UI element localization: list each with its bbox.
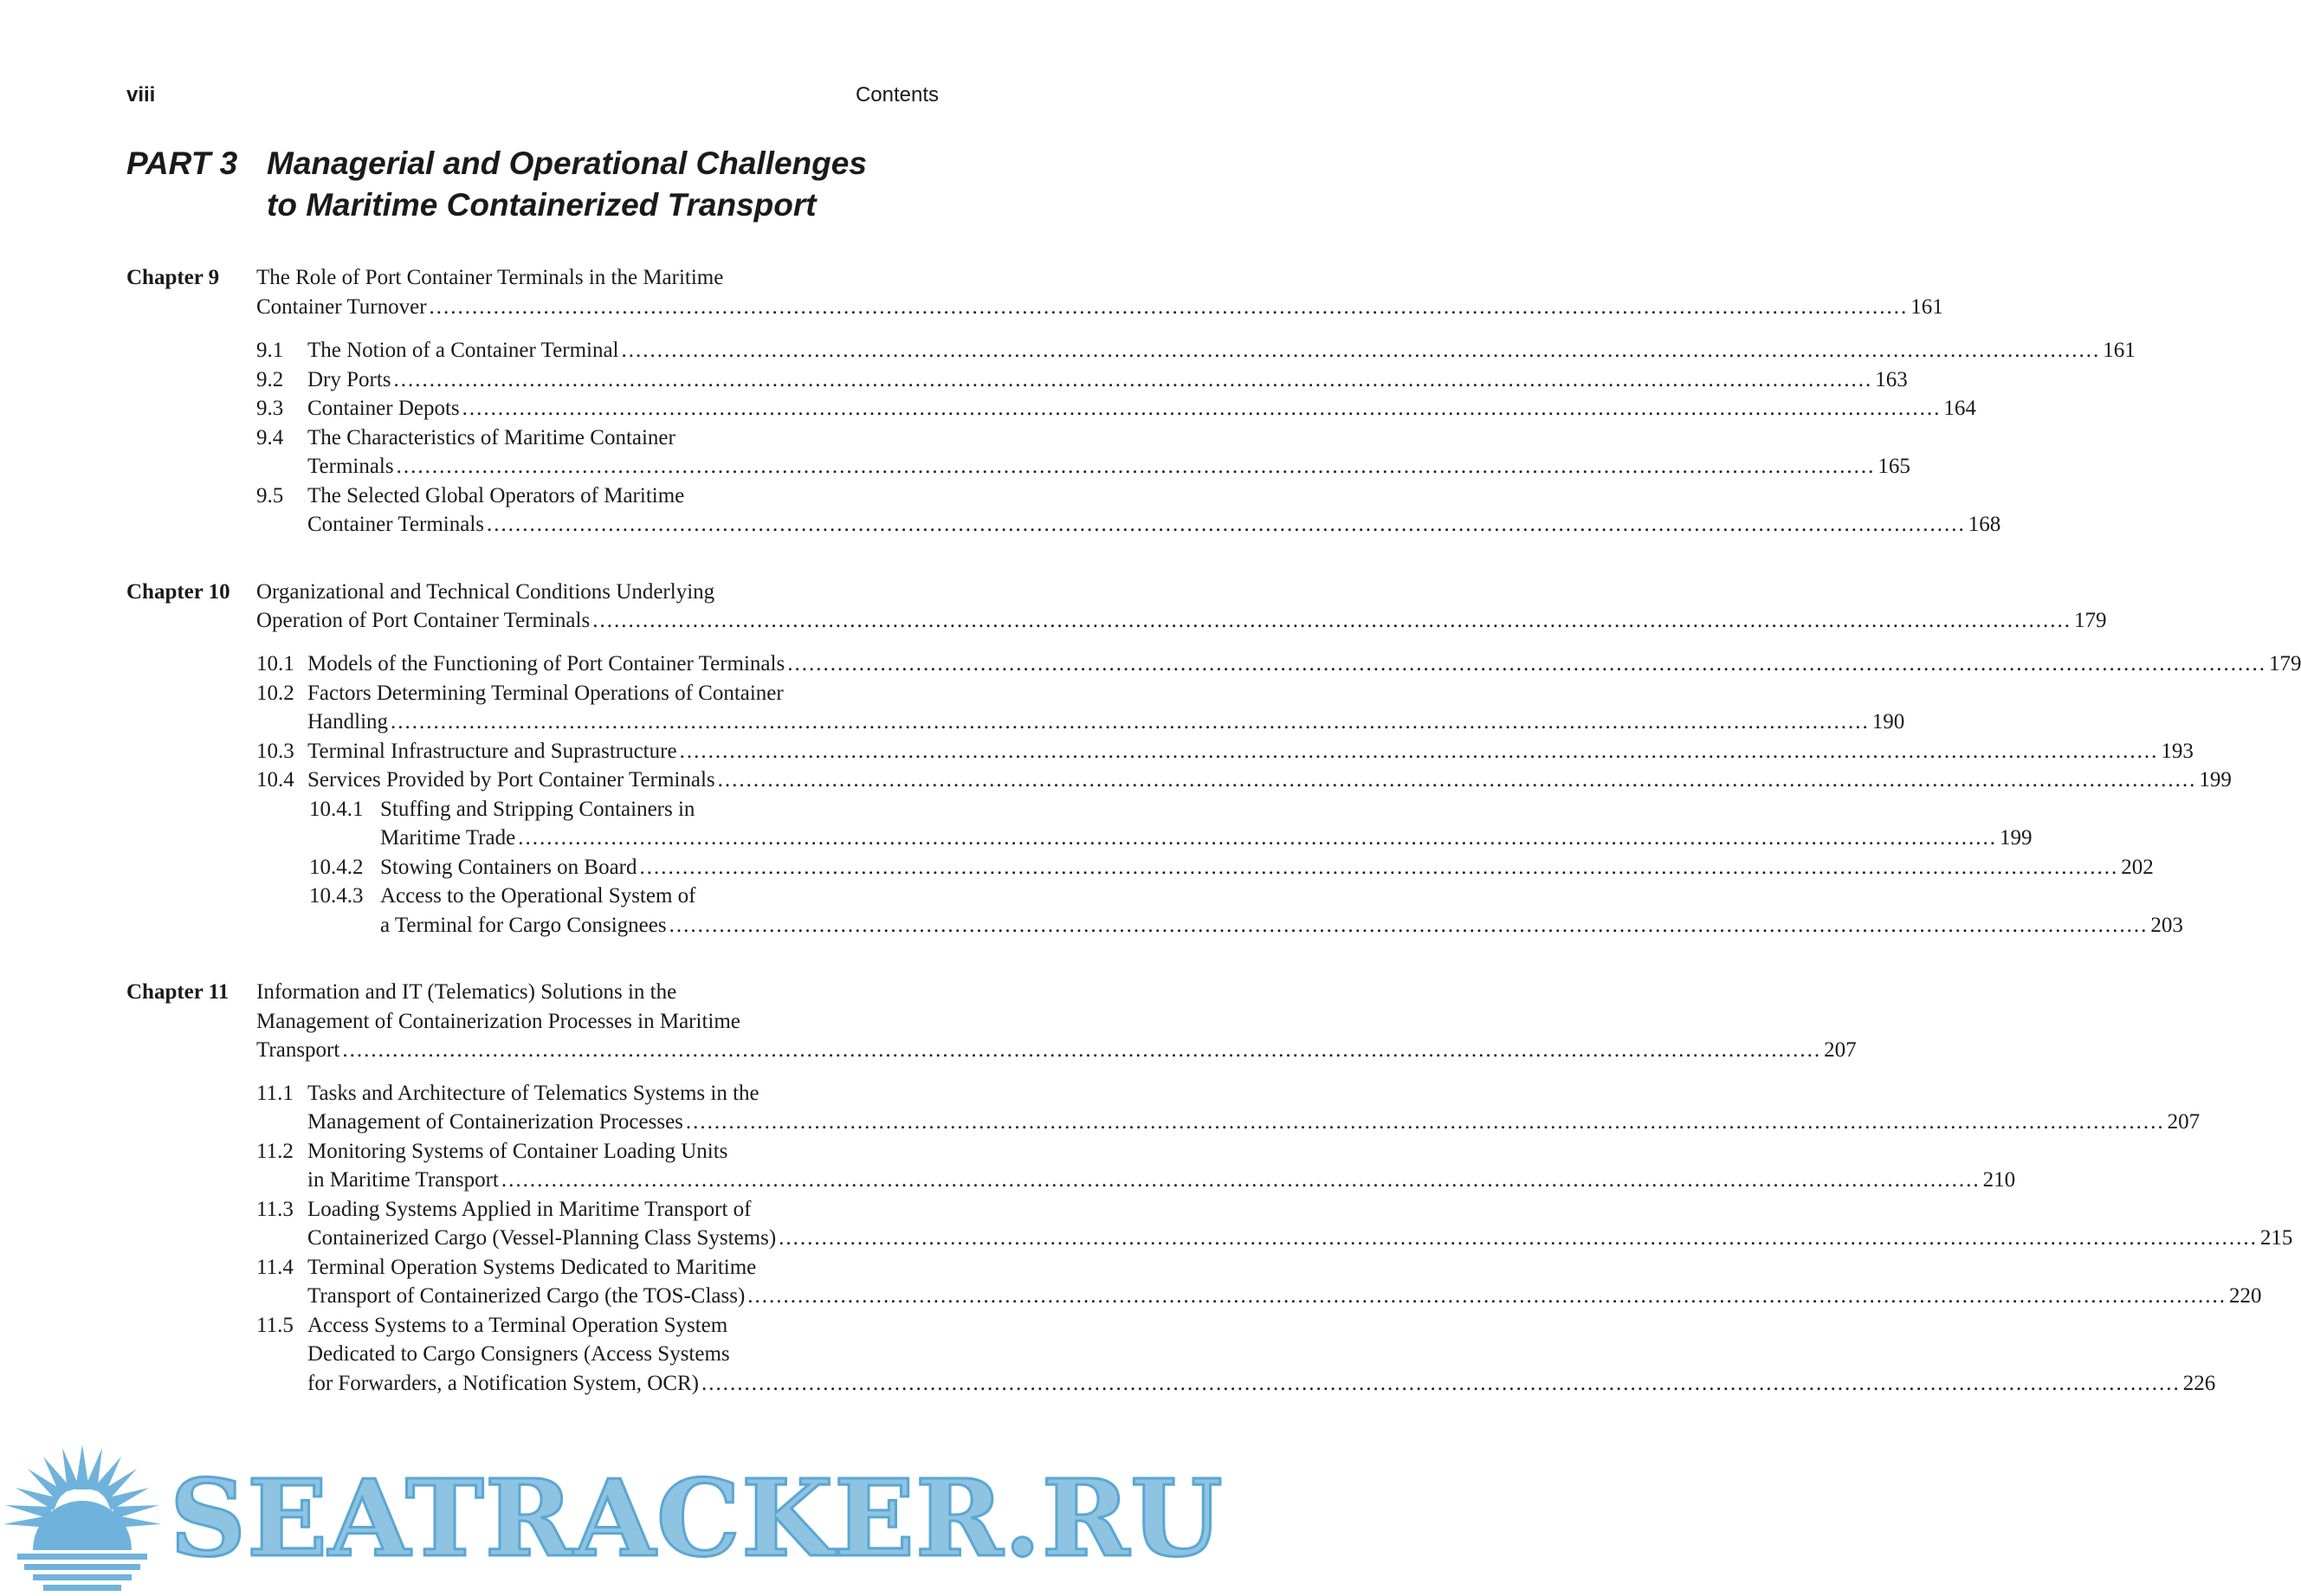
subsection-title-line: Access to the Operational System of <box>380 884 696 908</box>
section-title-line: The Characteristics of Maritime Container <box>307 426 675 449</box>
toc-entry-chapter-10[interactable]: Operation of Port Container Terminals ..... 179 <box>256 606 939 636</box>
toc-entry-11-4[interactable]: Transport of Containerized Cargo (the TOS-Class) ..... 220 <box>307 1282 939 1311</box>
page-number: 207 <box>1824 1038 1857 1062</box>
page-number: 165 <box>1878 455 1910 478</box>
page-number: 220 <box>2229 1284 2262 1308</box>
part-title-line: Managerial and Operational Challenges <box>267 145 867 181</box>
section-number: 11.2 <box>256 1140 294 1163</box>
section-title-line: Loading Systems Applied in Maritime Transport of <box>307 1198 752 1221</box>
chapter-label: Chapter 10 <box>126 580 230 604</box>
chapter-title-line: Management of Containerization Processes in Maritime <box>256 1010 740 1033</box>
toc-entry-9-5[interactable]: Container Terminals ..... 168 <box>307 510 939 540</box>
section-number: 9.5 <box>256 484 284 507</box>
page-number: 179 <box>2268 652 2301 675</box>
toc-entry-11-3[interactable]: Containerized Cargo (Vessel-Planning Class Systems) ..... 215 <box>307 1224 939 1253</box>
section-number: 11.5 <box>256 1314 294 1337</box>
section-number: 11.3 <box>256 1198 294 1221</box>
section-number: 9.1 <box>256 339 284 362</box>
toc-entry-11-2[interactable]: in Maritime Transport ..... 210 <box>307 1166 939 1195</box>
toc-entry-11-1[interactable]: Management of Containerization Processes ..... 207 <box>307 1108 939 1137</box>
running-head <box>126 83 939 111</box>
sun-icon <box>0 1438 165 1596</box>
section-title-line: Terminal Operation Systems Dedicated to Maritime <box>307 1256 757 1279</box>
section-title-line: Access Systems to a Terminal Operation System <box>307 1314 728 1337</box>
toc-entry-10-1[interactable]: Models of the Functioning of Port Container Terminals ..... 179 <box>307 649 939 679</box>
running-title: Contents <box>855 83 939 107</box>
chapter-title-line: The Role of Port Container Terminals in the Maritime <box>256 266 724 289</box>
page-number: 179 <box>2073 609 2107 632</box>
subsection-number: 10.4.2 <box>309 856 364 879</box>
page-number: 163 <box>1875 368 1908 391</box>
page-number: 226 <box>2182 1372 2216 1395</box>
part-label: PART 3 <box>126 145 238 181</box>
page-folio: viii <box>126 83 156 107</box>
page-number: 190 <box>1871 710 1905 733</box>
page-number: 161 <box>1910 295 1943 319</box>
page-number: 203 <box>2150 914 2183 937</box>
page-number: 210 <box>1982 1168 2016 1192</box>
section-number: 9.2 <box>256 368 284 391</box>
page-number: 199 <box>2000 826 2033 850</box>
section-number: 10.3 <box>256 740 294 763</box>
chapter-title-line: Information and IT (Telematics) Solutions in the <box>256 980 677 1004</box>
page-number: 207 <box>2167 1110 2201 1134</box>
page-number: 161 <box>2103 339 2136 362</box>
page-number: 164 <box>1943 397 1976 420</box>
toc-entry-11-5[interactable]: for Forwarders, a Notification System, OCR) ..... 226 <box>307 1369 939 1399</box>
chapter-label: Chapter 11 <box>126 980 229 1004</box>
toc-entry-10-2[interactable]: Handling ..... 190 <box>307 708 939 737</box>
watermark-text: SEATRACKER.RU <box>170 1456 1224 1580</box>
page-number: 168 <box>1968 513 2001 536</box>
subsection-number: 10.4.3 <box>309 884 364 908</box>
section-title-line: The Selected Global Operators of Maritime <box>307 484 685 507</box>
toc-entry-9-2[interactable]: Dry Ports ..... 163 <box>307 365 939 395</box>
part-title-line: to Maritime Containerized Transport <box>267 187 817 223</box>
section-number: 9.3 <box>256 397 284 420</box>
toc-entry-chapter-9[interactable]: Container Turnover ..... 161 <box>256 293 939 322</box>
toc-entry-9-3[interactable]: Container Depots ..... 164 <box>307 394 939 423</box>
toc-entry-10-3[interactable]: Terminal Infrastructure and Suprastructure ..... 193 <box>307 737 939 766</box>
toc-entry-9-4[interactable]: Terminals ..... 165 <box>307 452 939 481</box>
page-number: 199 <box>2199 768 2232 792</box>
subsection-number: 10.4.1 <box>309 798 364 821</box>
section-number: 10.2 <box>256 682 294 705</box>
page-number: 202 <box>2121 856 2154 879</box>
subsection-title-line: Stuffing and Stripping Containers in <box>380 798 695 821</box>
chapter-label: Chapter 9 <box>126 266 220 289</box>
section-number: 11.4 <box>256 1256 294 1279</box>
toc-entry-10-4-2[interactable]: Stowing Containers on Board ..... 202 <box>380 853 939 882</box>
section-number: 10.1 <box>256 652 294 675</box>
section-number: 9.4 <box>256 426 284 449</box>
section-title-line: Monitoring Systems of Container Loading Units <box>307 1140 728 1163</box>
section-number: 11.1 <box>256 1082 294 1105</box>
page-number: 193 <box>2161 740 2194 763</box>
section-title-line: Tasks and Architecture of Telematics Systems in the <box>307 1082 759 1105</box>
section-number: 10.4 <box>256 768 294 792</box>
section-title-line: Factors Determining Terminal Operations of Container <box>307 682 784 705</box>
toc-entry-10-4-3[interactable]: a Terminal for Cargo Consignees ..... 203 <box>380 911 939 940</box>
toc-entry-chapter-11[interactable]: Transport ..... 207 <box>256 1036 939 1065</box>
watermark <box>0 1438 1224 1596</box>
toc-entry-9-1[interactable]: The Notion of a Container Terminal ..... 161 <box>307 336 939 365</box>
section-title-line: Dedicated to Cargo Consigners (Access Systems <box>307 1342 730 1366</box>
chapter-title-line: Organizational and Technical Conditions Underlying <box>256 580 715 604</box>
page-number: 215 <box>2259 1226 2293 1250</box>
part-title <box>267 143 942 226</box>
toc-entry-10-4[interactable]: Services Provided by Port Container Terminals ..... 199 <box>307 766 939 795</box>
toc-entry-10-4-1[interactable]: Maritime Trade ..... 199 <box>380 824 939 853</box>
